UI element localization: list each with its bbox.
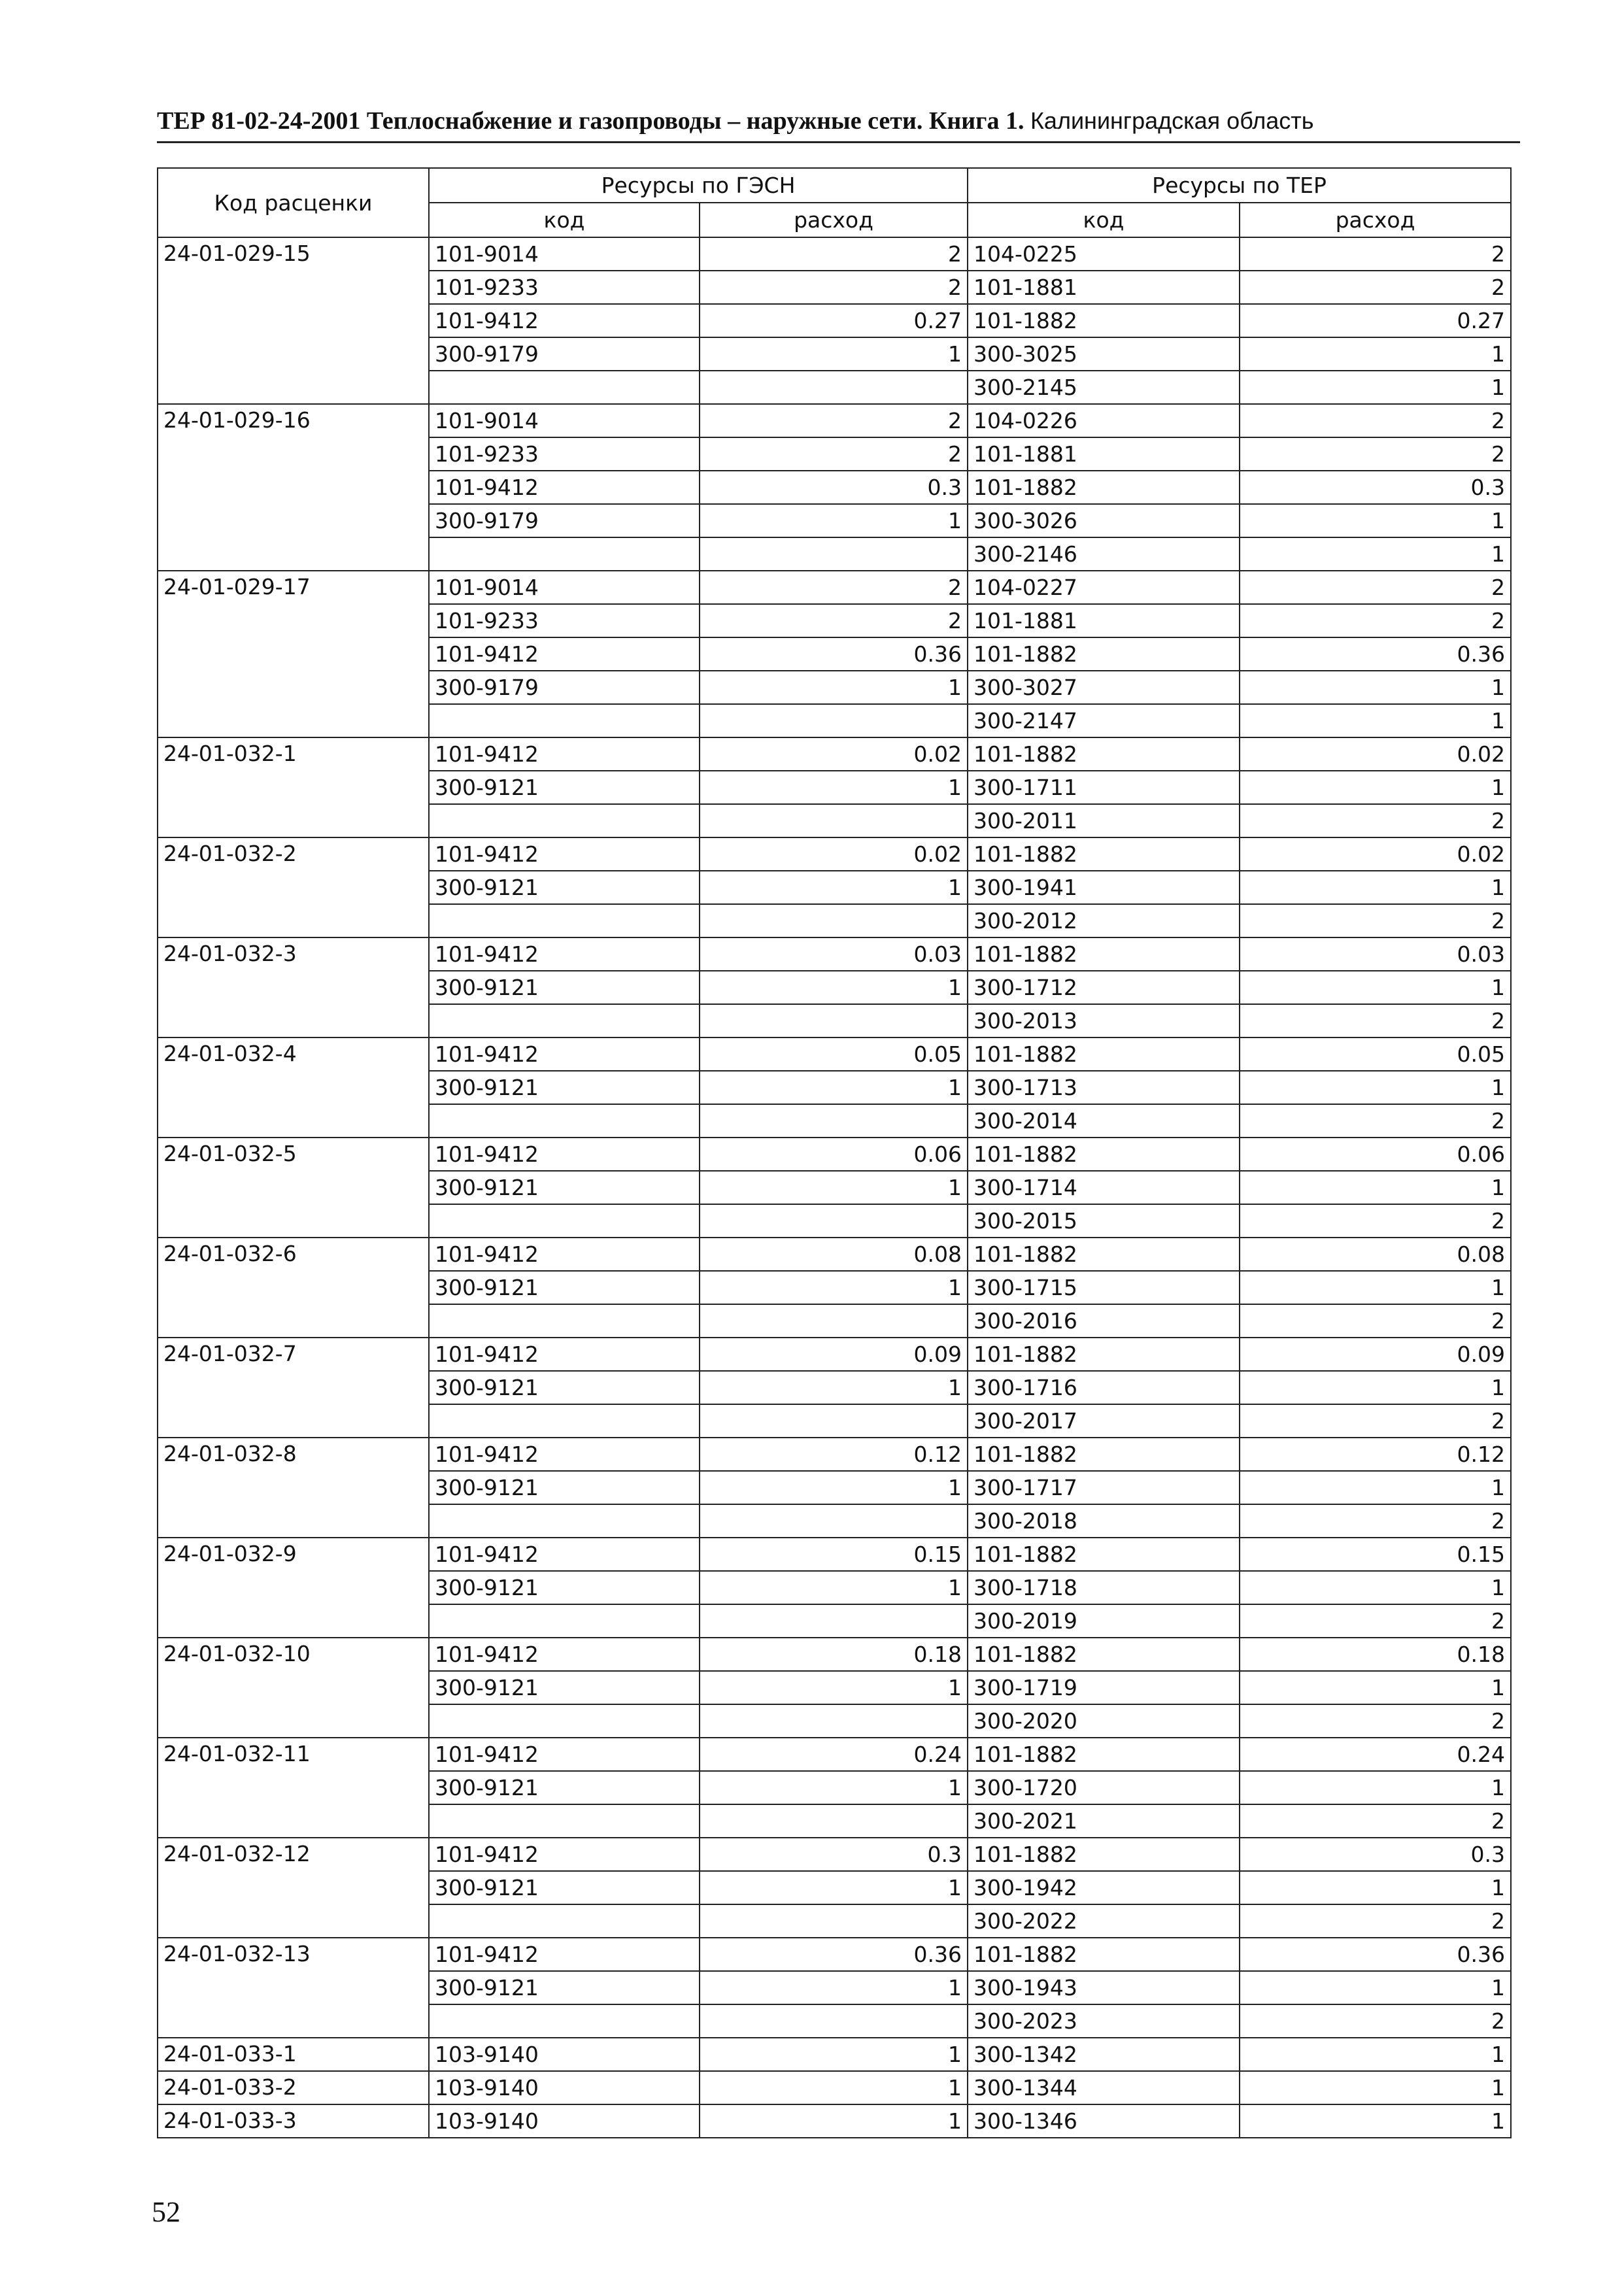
gesn-code-cell: 300-9121 — [429, 1671, 700, 1704]
ter-code-cell: 300-2145 — [968, 371, 1240, 404]
ter-amount-cell: 2 — [1240, 1204, 1511, 1238]
gesn-code-cell: 101-9412 — [429, 837, 700, 871]
table-row — [158, 1938, 1511, 1971]
gesn-amount-cell — [700, 1104, 968, 1138]
col-header-gesn-code: код — [429, 203, 700, 237]
ter-code-cell: 101-1882 — [968, 1738, 1240, 1771]
gesn-amount-cell: 2 — [700, 404, 968, 437]
gesn-code-cell: 101-9412 — [429, 1938, 700, 1971]
rate-code-cell: 24-01-029-16 — [158, 404, 429, 571]
gesn-amount-cell: 1 — [700, 1971, 968, 2004]
gesn-code-cell: 103-9140 — [429, 2104, 700, 2138]
ter-amount-cell: 2 — [1240, 804, 1511, 837]
ter-code-cell: 300-1718 — [968, 1571, 1240, 1604]
region-label: Калининградская область — [1030, 107, 1314, 134]
ter-amount-cell: 1 — [1240, 1871, 1511, 1904]
gesn-amount-cell — [700, 804, 968, 837]
gesn-amount-cell: 1 — [700, 2071, 968, 2104]
ter-amount-cell: 2 — [1240, 904, 1511, 937]
ter-amount-cell: 2 — [1240, 1004, 1511, 1037]
table-row — [158, 837, 1511, 871]
gesn-amount-cell — [700, 2004, 968, 2038]
gesn-amount-cell: 2 — [700, 604, 968, 637]
gesn-code-cell — [429, 1404, 700, 1438]
gesn-code-cell: 101-9412 — [429, 1738, 700, 1771]
ter-amount-cell: 1 — [1240, 1471, 1511, 1504]
gesn-code-cell: 300-9121 — [429, 1571, 700, 1604]
gesn-amount-cell: 0.09 — [700, 1338, 968, 1371]
ter-code-cell: 300-1714 — [968, 1171, 1240, 1204]
ter-amount-cell: 1 — [1240, 2104, 1511, 2138]
ter-amount-cell: 1 — [1240, 1571, 1511, 1604]
table-row — [158, 1738, 1511, 1771]
gesn-amount-cell: 1 — [700, 1271, 968, 1304]
ter-code-cell: 101-1881 — [968, 604, 1240, 637]
table-row — [158, 571, 1511, 604]
gesn-amount-cell — [700, 537, 968, 571]
ter-amount-cell: 2 — [1240, 1604, 1511, 1638]
gesn-code-cell: 101-9412 — [429, 1138, 700, 1171]
ter-amount-cell: 1 — [1240, 537, 1511, 571]
ter-code-cell: 101-1881 — [968, 437, 1240, 471]
ter-amount-cell: 0.15 — [1240, 1538, 1511, 1571]
gesn-code-cell — [429, 804, 700, 837]
gesn-code-cell: 101-9014 — [429, 404, 700, 437]
ter-amount-cell: 0.36 — [1240, 637, 1511, 671]
gesn-amount-cell: 0.27 — [700, 304, 968, 337]
ter-code-cell: 300-2012 — [968, 904, 1240, 937]
ter-amount-cell: 0.08 — [1240, 1238, 1511, 1271]
gesn-code-cell: 101-9233 — [429, 271, 700, 304]
table-row — [158, 2071, 1511, 2104]
rate-code-cell: 24-01-033-3 — [158, 2104, 429, 2138]
ter-code-cell: 101-1882 — [968, 1938, 1240, 1971]
rate-code-cell: 24-01-033-1 — [158, 2038, 429, 2071]
ter-code-cell: 101-1882 — [968, 637, 1240, 671]
gesn-amount-cell: 2 — [700, 437, 968, 471]
table-row — [158, 1638, 1511, 1671]
gesn-amount-cell: 0.3 — [700, 1838, 968, 1871]
gesn-code-cell: 300-9121 — [429, 1071, 700, 1104]
gesn-amount-cell — [700, 1004, 968, 1037]
book-label: Книга 1. — [928, 107, 1024, 135]
gesn-code-cell: 103-9140 — [429, 2071, 700, 2104]
rate-code-cell: 24-01-032-8 — [158, 1438, 429, 1538]
ter-code-cell: 300-2014 — [968, 1104, 1240, 1138]
ter-code-cell: 300-1941 — [968, 871, 1240, 904]
ter-code-cell: 300-2013 — [968, 1004, 1240, 1037]
col-header-gesn-amount: расход — [700, 203, 968, 237]
gesn-code-cell: 300-9121 — [429, 1171, 700, 1204]
rate-code-cell: 24-01-032-6 — [158, 1238, 429, 1338]
gesn-code-cell: 101-9412 — [429, 637, 700, 671]
ter-amount-cell: 1 — [1240, 871, 1511, 904]
ter-amount-cell: 2 — [1240, 2004, 1511, 2038]
ter-amount-cell: 0.3 — [1240, 471, 1511, 504]
ter-amount-cell: 0.18 — [1240, 1638, 1511, 1671]
gesn-code-cell: 300-9179 — [429, 337, 700, 371]
gesn-amount-cell: 0.18 — [700, 1638, 968, 1671]
ter-code-cell: 101-1881 — [968, 271, 1240, 304]
gesn-code-cell: 300-9121 — [429, 871, 700, 904]
ter-code-cell: 300-2016 — [968, 1304, 1240, 1338]
rate-code-cell: 24-01-032-13 — [158, 1938, 429, 2038]
gesn-code-cell: 300-9179 — [429, 504, 700, 537]
ter-amount-cell: 2 — [1240, 437, 1511, 471]
gesn-amount-cell: 2 — [700, 571, 968, 604]
ter-amount-cell: 1 — [1240, 1771, 1511, 1804]
ter-amount-cell: 1 — [1240, 771, 1511, 804]
rate-code-cell: 24-01-032-5 — [158, 1138, 429, 1238]
ter-code-cell: 101-1882 — [968, 1638, 1240, 1671]
ter-amount-cell: 2 — [1240, 1904, 1511, 1938]
gesn-amount-cell: 0.03 — [700, 937, 968, 971]
rate-code-cell: 24-01-033-2 — [158, 2071, 429, 2104]
table-body — [158, 237, 1511, 2138]
table-row — [158, 1438, 1511, 1471]
ter-amount-cell: 1 — [1240, 371, 1511, 404]
table-row — [158, 937, 1511, 971]
ter-amount-cell: 1 — [1240, 1671, 1511, 1704]
gesn-amount-cell: 2 — [700, 237, 968, 271]
gesn-amount-cell — [700, 1504, 968, 1538]
gesn-code-cell: 101-9014 — [429, 237, 700, 271]
gesn-amount-cell: 0.06 — [700, 1138, 968, 1171]
gesn-amount-cell: 1 — [700, 504, 968, 537]
page-header — [157, 105, 1517, 137]
gesn-amount-cell: 0.36 — [700, 637, 968, 671]
ter-amount-cell: 1 — [1240, 1071, 1511, 1104]
ter-amount-cell: 2 — [1240, 404, 1511, 437]
gesn-code-cell — [429, 1104, 700, 1138]
ter-amount-cell: 1 — [1240, 971, 1511, 1004]
ter-amount-cell: 0.05 — [1240, 1037, 1511, 1071]
ter-code-cell: 300-1717 — [968, 1471, 1240, 1504]
gesn-code-cell — [429, 371, 700, 404]
ter-code-cell: 300-1342 — [968, 2038, 1240, 2071]
ter-code-cell: 300-1715 — [968, 1271, 1240, 1304]
rate-code-cell: 24-01-032-1 — [158, 737, 429, 837]
gesn-amount-cell: 1 — [700, 1071, 968, 1104]
ter-amount-cell: 1 — [1240, 2071, 1511, 2104]
ter-code-cell: 300-3025 — [968, 337, 1240, 371]
gesn-code-cell: 101-9412 — [429, 1638, 700, 1671]
ter-amount-cell: 0.12 — [1240, 1438, 1511, 1471]
ter-amount-cell: 0.02 — [1240, 737, 1511, 771]
gesn-amount-cell: 1 — [700, 1771, 968, 1804]
table-row — [158, 1538, 1511, 1571]
ter-code-cell: 101-1882 — [968, 471, 1240, 504]
gesn-code-cell: 300-9121 — [429, 1971, 700, 2004]
gesn-amount-cell: 0.3 — [700, 471, 968, 504]
gesn-code-cell: 300-9121 — [429, 1871, 700, 1904]
ter-amount-cell: 0.36 — [1240, 1938, 1511, 1971]
gesn-code-cell — [429, 1804, 700, 1838]
table-row — [158, 237, 1511, 271]
gesn-amount-cell: 1 — [700, 771, 968, 804]
ter-code-cell: 300-1716 — [968, 1371, 1240, 1404]
gesn-amount-cell: 0.24 — [700, 1738, 968, 1771]
ter-code-cell: 300-1712 — [968, 971, 1240, 1004]
gesn-code-cell: 101-9412 — [429, 304, 700, 337]
ter-code-cell: 300-1942 — [968, 1871, 1240, 1904]
gesn-amount-cell: 0.02 — [700, 837, 968, 871]
gesn-amount-cell — [700, 904, 968, 937]
ter-code-cell: 101-1882 — [968, 837, 1240, 871]
ter-amount-cell: 2 — [1240, 271, 1511, 304]
gesn-amount-cell — [700, 704, 968, 737]
gesn-amount-cell: 1 — [700, 1871, 968, 1904]
ter-amount-cell: 0.27 — [1240, 304, 1511, 337]
ter-code-cell: 300-1719 — [968, 1671, 1240, 1704]
ter-code-cell: 101-1882 — [968, 1338, 1240, 1371]
gesn-code-cell: 101-9412 — [429, 1037, 700, 1071]
ter-code-cell: 300-2022 — [968, 1904, 1240, 1938]
table-row — [158, 1838, 1511, 1871]
table-row — [158, 1338, 1511, 1371]
rate-code-cell: 24-01-032-9 — [158, 1538, 429, 1638]
ter-amount-cell: 1 — [1240, 671, 1511, 704]
gesn-amount-cell — [700, 1304, 968, 1338]
gesn-amount-cell — [700, 1704, 968, 1738]
ter-code-cell: 101-1882 — [968, 737, 1240, 771]
gesn-amount-cell — [700, 1804, 968, 1838]
gesn-amount-cell: 1 — [700, 337, 968, 371]
ter-code-cell: 300-3027 — [968, 671, 1240, 704]
ter-code-cell: 101-1882 — [968, 1838, 1240, 1871]
ter-code-cell: 300-1344 — [968, 2071, 1240, 2104]
gesn-code-cell — [429, 1204, 700, 1238]
gesn-amount-cell: 0.08 — [700, 1238, 968, 1271]
ter-amount-cell: 1 — [1240, 504, 1511, 537]
ter-amount-cell: 2 — [1240, 604, 1511, 637]
gesn-code-cell: 101-9412 — [429, 737, 700, 771]
ter-code-cell: 300-1711 — [968, 771, 1240, 804]
ter-amount-cell: 0.3 — [1240, 1838, 1511, 1871]
ter-amount-cell: 1 — [1240, 704, 1511, 737]
gesn-code-cell — [429, 1604, 700, 1638]
ter-code-cell: 300-2023 — [968, 2004, 1240, 2038]
ter-code-cell: 101-1882 — [968, 1037, 1240, 1071]
gesn-code-cell: 101-9014 — [429, 571, 700, 604]
col-header-rate-code: Код расценки — [158, 168, 429, 237]
ter-amount-cell: 1 — [1240, 2038, 1511, 2071]
table-row — [158, 1238, 1511, 1271]
ter-amount-cell: 1 — [1240, 1971, 1511, 2004]
gesn-code-cell — [429, 1904, 700, 1938]
table-row — [158, 404, 1511, 437]
gesn-amount-cell — [700, 371, 968, 404]
gesn-code-cell: 101-9412 — [429, 1538, 700, 1571]
rate-code-cell: 24-01-032-3 — [158, 937, 429, 1037]
ter-amount-cell: 0.06 — [1240, 1138, 1511, 1171]
gesn-amount-cell: 0.02 — [700, 737, 968, 771]
ter-code-cell: 300-2018 — [968, 1504, 1240, 1538]
rate-code-cell: 24-01-032-2 — [158, 837, 429, 937]
col-group-gesn: Ресурсы по ГЭСН — [429, 168, 968, 203]
ter-code-cell: 300-2146 — [968, 537, 1240, 571]
table-row — [158, 737, 1511, 771]
gesn-code-cell: 300-9121 — [429, 1471, 700, 1504]
ter-code-cell: 300-2020 — [968, 1704, 1240, 1738]
ter-amount-cell: 0.24 — [1240, 1738, 1511, 1771]
ter-amount-cell: 0.02 — [1240, 837, 1511, 871]
page-number: 52 — [152, 2196, 180, 2228]
ter-code-cell: 300-2021 — [968, 1804, 1240, 1838]
ter-code-cell: 101-1882 — [968, 1138, 1240, 1171]
gesn-code-cell — [429, 704, 700, 737]
table-row — [158, 1037, 1511, 1071]
gesn-amount-cell: 2 — [700, 271, 968, 304]
col-header-ter-amount: расход — [1240, 203, 1511, 237]
gesn-amount-cell — [700, 1404, 968, 1438]
gesn-code-cell — [429, 2004, 700, 2038]
ter-code-cell: 300-1713 — [968, 1071, 1240, 1104]
document-title: ТЕР 81-02-24-2001 Теплоснабжение и газопроводы – наружные сети. — [157, 107, 923, 135]
ter-code-cell: 104-0227 — [968, 571, 1240, 604]
gesn-amount-cell: 1 — [700, 2038, 968, 2071]
ter-code-cell: 300-2017 — [968, 1404, 1240, 1438]
ter-code-cell: 300-1943 — [968, 1971, 1240, 2004]
col-group-ter: Ресурсы по ТЕР — [968, 168, 1511, 203]
gesn-amount-cell: 1 — [700, 1371, 968, 1404]
gesn-amount-cell: 1 — [700, 671, 968, 704]
gesn-code-cell — [429, 537, 700, 571]
gesn-amount-cell: 1 — [700, 1471, 968, 1504]
ter-amount-cell: 0.03 — [1240, 937, 1511, 971]
gesn-amount-cell: 0.05 — [700, 1037, 968, 1071]
gesn-code-cell: 300-9179 — [429, 671, 700, 704]
gesn-amount-cell — [700, 1604, 968, 1638]
resources-table — [157, 167, 1512, 2138]
gesn-code-cell — [429, 904, 700, 937]
rate-code-cell: 24-01-032-4 — [158, 1037, 429, 1138]
ter-amount-cell: 1 — [1240, 1271, 1511, 1304]
gesn-amount-cell: 0.36 — [700, 1938, 968, 1971]
ter-amount-cell: 2 — [1240, 1804, 1511, 1838]
rate-code-cell: 24-01-032-11 — [158, 1738, 429, 1838]
table-row — [158, 2104, 1511, 2138]
rate-code-cell: 24-01-029-17 — [158, 571, 429, 737]
header-divider — [157, 141, 1520, 143]
col-header-ter-code: код — [968, 203, 1240, 237]
ter-amount-cell: 1 — [1240, 337, 1511, 371]
gesn-amount-cell — [700, 1904, 968, 1938]
gesn-amount-cell — [700, 1204, 968, 1238]
table-row — [158, 2038, 1511, 2071]
gesn-code-cell: 300-9121 — [429, 971, 700, 1004]
gesn-amount-cell: 0.12 — [700, 1438, 968, 1471]
ter-code-cell: 101-1882 — [968, 1438, 1240, 1471]
gesn-code-cell — [429, 1304, 700, 1338]
ter-amount-cell: 2 — [1240, 1304, 1511, 1338]
ter-amount-cell: 1 — [1240, 1371, 1511, 1404]
gesn-code-cell — [429, 1504, 700, 1538]
ter-code-cell: 300-3026 — [968, 504, 1240, 537]
ter-code-cell: 101-1882 — [968, 1538, 1240, 1571]
ter-amount-cell: 2 — [1240, 571, 1511, 604]
ter-amount-cell: 0.09 — [1240, 1338, 1511, 1371]
rate-code-cell: 24-01-029-15 — [158, 237, 429, 404]
gesn-amount-cell: 1 — [700, 971, 968, 1004]
gesn-code-cell: 300-9121 — [429, 1771, 700, 1804]
ter-amount-cell: 1 — [1240, 1171, 1511, 1204]
gesn-code-cell: 300-9121 — [429, 1271, 700, 1304]
gesn-code-cell: 300-9121 — [429, 1371, 700, 1404]
ter-code-cell: 300-2015 — [968, 1204, 1240, 1238]
ter-amount-cell: 2 — [1240, 1404, 1511, 1438]
gesn-amount-cell: 1 — [700, 1571, 968, 1604]
gesn-code-cell: 101-9412 — [429, 1238, 700, 1271]
ter-code-cell: 101-1882 — [968, 304, 1240, 337]
ter-code-cell: 300-2019 — [968, 1604, 1240, 1638]
ter-code-cell: 300-1720 — [968, 1771, 1240, 1804]
gesn-code-cell: 101-9412 — [429, 937, 700, 971]
rate-code-cell: 24-01-032-10 — [158, 1638, 429, 1738]
ter-amount-cell: 2 — [1240, 1504, 1511, 1538]
ter-code-cell: 300-1346 — [968, 2104, 1240, 2138]
ter-amount-cell: 2 — [1240, 1704, 1511, 1738]
ter-code-cell: 300-2011 — [968, 804, 1240, 837]
ter-code-cell: 104-0226 — [968, 404, 1240, 437]
gesn-code-cell: 101-9412 — [429, 1438, 700, 1471]
gesn-code-cell — [429, 1704, 700, 1738]
table-header — [158, 168, 1511, 237]
gesn-code-cell: 300-9121 — [429, 771, 700, 804]
gesn-amount-cell: 1 — [700, 2104, 968, 2138]
gesn-code-cell: 101-9412 — [429, 471, 700, 504]
gesn-code-cell — [429, 1004, 700, 1037]
gesn-amount-cell: 1 — [700, 871, 968, 904]
gesn-amount-cell: 1 — [700, 1171, 968, 1204]
rate-code-cell: 24-01-032-12 — [158, 1838, 429, 1938]
gesn-code-cell: 103-9140 — [429, 2038, 700, 2071]
ter-code-cell: 300-2147 — [968, 704, 1240, 737]
gesn-code-cell: 101-9412 — [429, 1838, 700, 1871]
gesn-code-cell: 101-9233 — [429, 604, 700, 637]
ter-code-cell: 101-1882 — [968, 1238, 1240, 1271]
rate-code-cell: 24-01-032-7 — [158, 1338, 429, 1438]
gesn-amount-cell: 1 — [700, 1671, 968, 1704]
ter-amount-cell: 2 — [1240, 237, 1511, 271]
table-row — [158, 1138, 1511, 1171]
gesn-code-cell: 101-9412 — [429, 1338, 700, 1371]
ter-amount-cell: 2 — [1240, 1104, 1511, 1138]
gesn-amount-cell: 0.15 — [700, 1538, 968, 1571]
ter-code-cell: 104-0225 — [968, 237, 1240, 271]
gesn-code-cell: 101-9233 — [429, 437, 700, 471]
ter-code-cell: 101-1882 — [968, 937, 1240, 971]
